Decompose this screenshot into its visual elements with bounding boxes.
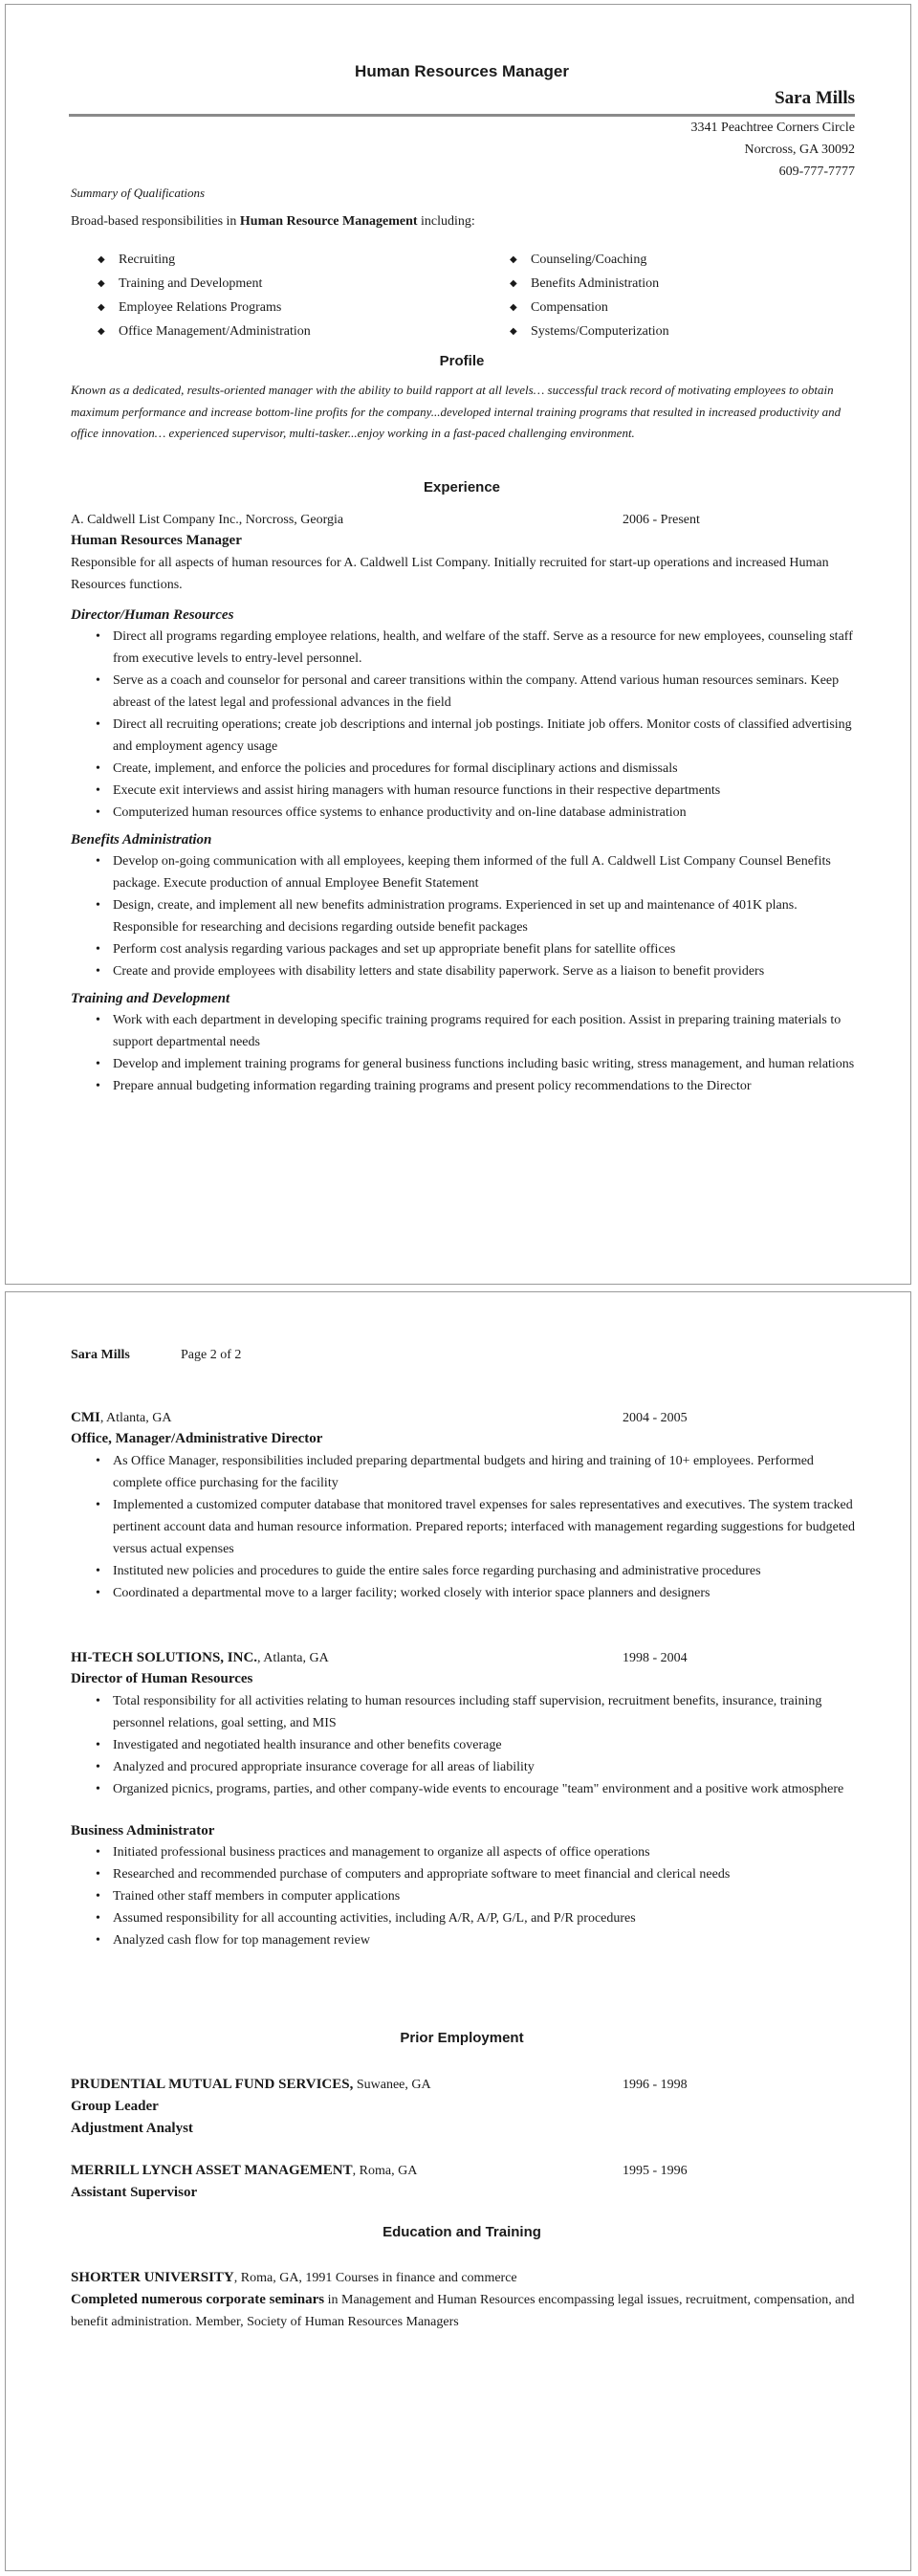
job-header — [71, 2160, 855, 2182]
company-name: CMI — [71, 1410, 100, 1425]
job-caldwell — [71, 509, 855, 1097]
bullet-item: • Total responsibility for all activities relating to human resources including staff supervision, recruitment benefits, insurance, training personnel relations, goal setting, and MIS — [113, 1690, 855, 1734]
bullet-item: • Instituted new policies and procedures to guide the entire sales force regarding purchasing and administrative procedures — [113, 1560, 855, 1582]
bullet-item: • Prepare annual budgeting information regarding training programs and present policy recommendations to the Director — [113, 1075, 855, 1097]
bullet-item: • Coordinated a departmental move to a larger facility; worked closely with interior space planners and designers — [113, 1582, 855, 1604]
section-heading-training: Training and Development — [71, 991, 230, 1006]
school-line — [71, 2267, 855, 2289]
phone-number: 609-777-7777 — [778, 165, 855, 179]
page-2-name: Sara Mills — [71, 1348, 130, 1362]
skill-item: ◆ Systems/Computerization — [481, 319, 806, 343]
company-location: , Roma, GA — [352, 2164, 418, 2178]
experience-heading: Experience — [423, 479, 501, 495]
summary-intro-bold: Human Resource Management — [239, 214, 418, 229]
candidate-name: Sara Mills — [775, 88, 855, 108]
bullet-item: • Trained other staff members in computer applications — [113, 1885, 855, 1907]
job-title: Assistant Supervisor — [71, 2185, 198, 2200]
bullet-item: • Create and provide employees with disability letters and state disability paperwork. Serve as a liaison to benefit providers — [113, 960, 855, 982]
job-dates: 1996 - 1998 — [623, 2078, 688, 2092]
bullet-item: • Perform cost analysis regarding various packages and set up appropriate benefit plans for satellite offices — [113, 938, 855, 960]
prior-employment-heading: Prior Employment — [400, 2030, 524, 2046]
summary-heading: Summary of Qualifications — [71, 186, 206, 200]
job-title-2: Adjustment Analyst — [71, 2121, 193, 2136]
skill-item: ◆ Compensation — [481, 296, 806, 319]
director-bullets — [71, 626, 855, 824]
company-location: Suwanee, GA — [353, 2078, 431, 2092]
job-header — [71, 2074, 855, 2096]
benefits-bullets — [71, 850, 855, 982]
bullet-item: • Implemented a customized computer database that monitored travel expenses for sales representatives and executives. The system tracked pertinent account data and human resource information. Prepared reports; interfaced with management regarding suggestions for budgeted versus actual expenses — [113, 1494, 855, 1560]
skill-item: ◆ Training and Development — [69, 272, 470, 296]
skill-item: ◆ Office Management/Administration — [69, 319, 470, 343]
bullet-item: • Develop on-going communication with all employees, keeping them informed of the full A. Caldwell List Company Counsel Benefits package. Execute production of annual Employee Benefit Statement — [113, 850, 855, 894]
bullet-item: • Serve as a coach and counselor for personal and career transitions within the company. Attend various human resources seminars. Keep abreast of the latest legal and professional advances in the field — [113, 670, 855, 714]
job-dates: 1995 - 1996 — [623, 2164, 688, 2178]
bullet-item: • Direct all recruiting operations; create job descriptions and internal job postings. Initiate job offers. Monitor costs of classified advertising and employment agency usage — [113, 714, 855, 758]
bullet-item: • Execute exit interviews and assist hiring managers with human resource functions in their respective departments — [113, 780, 855, 802]
job-header — [71, 1647, 855, 1669]
bullet-item: • Analyzed cash flow for top management review — [113, 1929, 855, 1951]
bullet-item: • Assumed responsibility for all accounting activities, including A/R, A/P, G/L, and P/R procedures — [113, 1907, 855, 1929]
job-merrill-lynch — [71, 2160, 855, 2204]
bullet-item: • Computerized human resources office systems to enhance productivity and on-line database administration — [113, 802, 855, 824]
page-number: Page 2 of 2 — [181, 1348, 242, 1362]
bullet-item: • Develop and implement training programs for general business functions including basic writing, stress management, and human relations — [113, 1053, 855, 1075]
company-name: MERRILL LYNCH ASSET MANAGEMENT — [71, 2163, 353, 2178]
skill-item: ◆ Benefits Administration — [481, 272, 806, 296]
job-hitech — [71, 1647, 855, 1951]
bullet-item: • Initiated professional business practices and management to organize all aspects of office operations — [113, 1841, 855, 1863]
job-title: Director of Human Resources — [71, 1671, 253, 1686]
job-title: Group Leader — [71, 2099, 159, 2114]
company-name: HI-TECH SOLUTIONS, INC. — [71, 1650, 258, 1665]
seminars-line — [71, 2289, 855, 2333]
document-title: Human Resources Manager — [355, 62, 569, 80]
bullet-item: • Design, create, and implement all new benefits administration programs. Experienced in set up and maintenance of 401K plans. Responsible for researching and decisions regarding outside benefit packages — [113, 894, 855, 938]
school-name: SHORTER UNIVERSITY — [71, 2270, 234, 2285]
bullet-item: • Organized picnics, programs, parties, and other company-wide events to encourage "team" environment and a positive work atmosphere — [113, 1778, 855, 1800]
cmi-bullets — [71, 1450, 855, 1604]
bullet-item: • Analyzed and procured appropriate insurance coverage for all areas of liability — [113, 1756, 855, 1778]
bullet-item: • Work with each department in developing specific training programs required for each position. Assist in preparing training materials to support departmental needs — [113, 1009, 855, 1053]
section-heading-director: Director/Human Resources — [71, 607, 234, 623]
seminars-bold: Completed numerous corporate seminars — [71, 2292, 325, 2307]
contact-block — [691, 117, 855, 183]
business-admin-bullets — [71, 1841, 855, 1951]
job-dates: 2006 - Present — [623, 513, 700, 527]
skill-item: ◆ Employee Relations Programs — [69, 296, 470, 319]
bullet-item: • Investigated and negotiated health insurance and other benefits coverage — [113, 1734, 855, 1756]
section-heading-benefits: Benefits Administration — [71, 832, 212, 848]
skill-item: ◆ Recruiting — [69, 248, 470, 272]
profile-heading: Profile — [439, 353, 485, 369]
job-title: Office, Manager/Administrative Director — [71, 1431, 323, 1446]
summary-intro-text: Broad-based responsibilities in — [71, 214, 240, 229]
address-line-1: 3341 Peachtree Corners Circle — [690, 121, 855, 135]
bullet-item: • Direct all programs regarding employee relations, health, and welfare of the staff. Serve as a resource for new employees, counseling staff from executive levels to entry-level personnel. — [113, 626, 855, 670]
address-line-2: Norcross, GA 30092 — [744, 143, 855, 157]
hitech-bullets — [71, 1690, 855, 1800]
training-bullets — [71, 1009, 855, 1097]
job-dates: 1998 - 2004 — [623, 1651, 688, 1665]
resume-page-2 — [5, 1291, 911, 2571]
company-location: , Atlanta, GA — [257, 1651, 329, 1665]
job-title: Human Resources Manager — [71, 533, 242, 548]
skills-list-right — [481, 248, 806, 343]
job-header — [71, 509, 855, 531]
education-block — [71, 2267, 855, 2333]
bullet-item: • Researched and recommended purchase of computers and appropriate software to meet financial and clerical needs — [113, 1863, 855, 1885]
profile-text: Known as a dedicated, results-oriented manager with the ability to build rapport at all levels… successful track record of motivating employees to obtain maximum performance and increase bottom-line profits for the company...developed internal training programs that resulted in increased productivity and office innovation… experienced supervisor, multi-tasker...enjoy working in a fast-paced challenging environment. — [71, 383, 842, 440]
school-details: , Roma, GA, 1991 Courses in finance and commerce — [233, 2271, 517, 2285]
job-title-2: Business Administrator — [71, 1823, 215, 1838]
resume-page-1 — [5, 4, 911, 1285]
seminars-details: in Management and Human Resources encompassing legal issues, recruitment, compensation, and benefit administration. Member, Society of Human Resources Managers — [71, 2293, 855, 2329]
company-name: PRUDENTIAL MUTUAL FUND SERVICES, — [71, 2077, 354, 2092]
page-2-header — [71, 1344, 453, 1366]
bullet-item: • Create, implement, and enforce the policies and procedures for formal disciplinary actions and dismissals — [113, 758, 855, 780]
summary-intro — [71, 210, 475, 232]
education-heading: Education and Training — [382, 2224, 541, 2240]
company-name: A. Caldwell List Company Inc., Norcross, Georgia — [71, 513, 344, 527]
job-header — [71, 1407, 855, 1429]
job-prudential — [71, 2074, 855, 2140]
summary-intro-end: including: — [417, 214, 475, 229]
job-cmi — [71, 1407, 855, 1604]
job-description: Responsible for all aspects of human resources for A. Caldwell List Company. Initially recruited for start-up operations and increased Human Resources functions. — [71, 556, 829, 592]
company-location: , Atlanta, GA — [99, 1411, 172, 1425]
bullet-item: • As Office Manager, responsibilities included preparing departmental budgets and hiring and training of 10+ employees. Performed complete office purchasing for the facility — [113, 1450, 855, 1494]
skills-list-left — [69, 248, 470, 343]
skill-item: ◆ Counseling/Coaching — [481, 248, 806, 272]
job-dates: 2004 - 2005 — [623, 1411, 688, 1425]
